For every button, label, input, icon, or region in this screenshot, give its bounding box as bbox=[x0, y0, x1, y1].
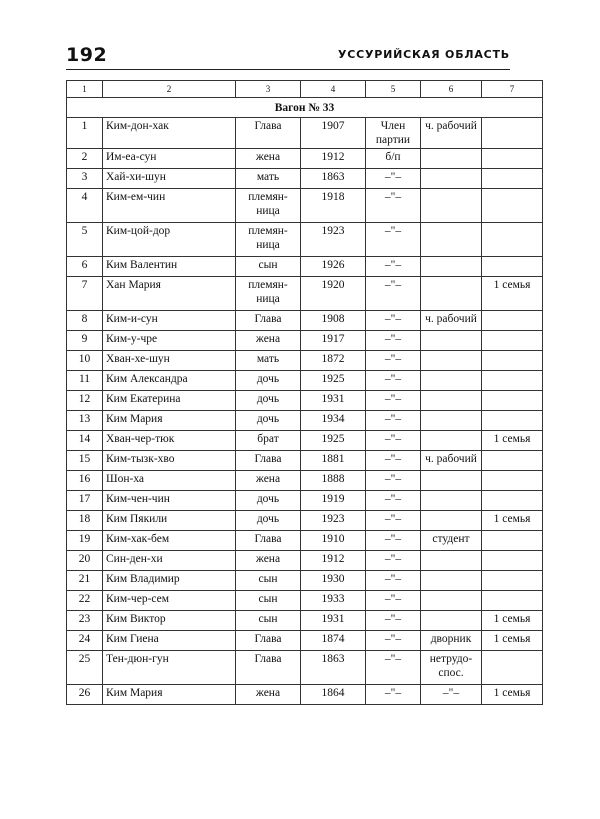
row-number-cell: 8 bbox=[67, 311, 103, 331]
occupation-cell: –"– bbox=[421, 685, 482, 705]
person-name-cell: Ким-хак-бем bbox=[103, 531, 236, 551]
birth-year-cell: 1930 bbox=[301, 571, 366, 591]
relation-cell: Глава bbox=[236, 311, 301, 331]
birth-year-cell: 1923 bbox=[301, 511, 366, 531]
table-row bbox=[67, 511, 543, 531]
table-row bbox=[67, 471, 543, 491]
note-cell: 1 семья bbox=[482, 631, 543, 651]
relation-cell: сын bbox=[236, 571, 301, 591]
note-cell bbox=[482, 331, 543, 351]
row-number-cell: 6 bbox=[67, 257, 103, 277]
occupation-cell bbox=[421, 351, 482, 371]
row-number-cell: 20 bbox=[67, 551, 103, 571]
birth-year-cell: 1925 bbox=[301, 371, 366, 391]
row-number-cell: 26 bbox=[67, 685, 103, 705]
table-row bbox=[67, 551, 543, 571]
person-name-cell: Ким Валентин bbox=[103, 257, 236, 277]
table-row bbox=[67, 391, 543, 411]
occupation-cell bbox=[421, 591, 482, 611]
person-name-cell: Ким Мария bbox=[103, 685, 236, 705]
row-number-cell: 5 bbox=[67, 223, 103, 257]
table-row bbox=[67, 531, 543, 551]
row-number-cell: 19 bbox=[67, 531, 103, 551]
person-name-cell: Ким Екатерина bbox=[103, 391, 236, 411]
party-status-cell: –"– bbox=[366, 331, 421, 351]
birth-year-cell: 1910 bbox=[301, 531, 366, 551]
table-row bbox=[67, 651, 543, 685]
row-number-cell: 15 bbox=[67, 451, 103, 471]
table-row bbox=[67, 491, 543, 511]
relation-cell: жена bbox=[236, 685, 301, 705]
row-number-cell: 1 bbox=[67, 118, 103, 149]
table-row bbox=[67, 169, 543, 189]
relation-cell: племян-ница bbox=[236, 277, 301, 311]
occupation-cell bbox=[421, 189, 482, 223]
note-cell bbox=[482, 149, 543, 169]
row-number-cell: 17 bbox=[67, 491, 103, 511]
column-header: 2 bbox=[103, 81, 236, 98]
relation-cell: Глава bbox=[236, 118, 301, 149]
birth-year-cell: 1931 bbox=[301, 611, 366, 631]
occupation-cell bbox=[421, 431, 482, 451]
person-name-cell: Им-еа-сун bbox=[103, 149, 236, 169]
row-number-cell: 25 bbox=[67, 651, 103, 685]
column-header: 1 bbox=[67, 81, 103, 98]
occupation-cell: ч. рабочий bbox=[421, 451, 482, 471]
note-cell: 1 семья bbox=[482, 611, 543, 631]
row-number-cell: 13 bbox=[67, 411, 103, 431]
row-number-cell: 22 bbox=[67, 591, 103, 611]
column-header: 5 bbox=[366, 81, 421, 98]
row-number-cell: 14 bbox=[67, 431, 103, 451]
note-cell bbox=[482, 531, 543, 551]
person-name-cell: Ким-чер-сем bbox=[103, 591, 236, 611]
row-number-cell: 2 bbox=[67, 149, 103, 169]
row-number-cell: 12 bbox=[67, 391, 103, 411]
birth-year-cell: 1864 bbox=[301, 685, 366, 705]
table-row bbox=[67, 277, 543, 311]
note-cell bbox=[482, 451, 543, 471]
note-cell bbox=[482, 371, 543, 391]
person-name-cell: Син-ден-хи bbox=[103, 551, 236, 571]
row-number-cell: 18 bbox=[67, 511, 103, 531]
note-cell bbox=[482, 551, 543, 571]
table-row bbox=[67, 591, 543, 611]
relation-cell: сын bbox=[236, 591, 301, 611]
column-header: 3 bbox=[236, 81, 301, 98]
person-name-cell: Хан Мария bbox=[103, 277, 236, 311]
relation-cell: Глава bbox=[236, 651, 301, 685]
relation-cell: жена bbox=[236, 471, 301, 491]
table-row bbox=[67, 451, 543, 471]
person-name-cell: Ким Гиена bbox=[103, 631, 236, 651]
occupation-cell: нетрудо-спос. bbox=[421, 651, 482, 685]
page-number: 192 bbox=[66, 44, 108, 66]
occupation-cell: студент bbox=[421, 531, 482, 551]
note-cell bbox=[482, 411, 543, 431]
note-cell bbox=[482, 223, 543, 257]
person-name-cell: Ким-и-сун bbox=[103, 311, 236, 331]
occupation-cell bbox=[421, 149, 482, 169]
page-header bbox=[66, 44, 510, 66]
occupation-cell bbox=[421, 511, 482, 531]
party-status-cell: –"– bbox=[366, 651, 421, 685]
running-title: УССУРИЙСКАЯ ОБЛАСТЬ bbox=[337, 48, 510, 61]
note-cell bbox=[482, 351, 543, 371]
row-number-cell: 4 bbox=[67, 189, 103, 223]
row-number-cell: 16 bbox=[67, 471, 103, 491]
table-row bbox=[67, 411, 543, 431]
row-number-cell: 7 bbox=[67, 277, 103, 311]
row-number-cell: 3 bbox=[67, 169, 103, 189]
person-name-cell: Ким Виктор bbox=[103, 611, 236, 631]
party-status-cell: –"– bbox=[366, 223, 421, 257]
note-cell bbox=[482, 118, 543, 149]
table-row bbox=[67, 611, 543, 631]
relation-cell: дочь bbox=[236, 411, 301, 431]
person-name-cell: Ким Владимир bbox=[103, 571, 236, 591]
party-status-cell: –"– bbox=[366, 351, 421, 371]
occupation-cell bbox=[421, 571, 482, 591]
person-name-cell: Хван-хе-шун bbox=[103, 351, 236, 371]
column-header: 6 bbox=[421, 81, 482, 98]
birth-year-cell: 1926 bbox=[301, 257, 366, 277]
table-row bbox=[67, 571, 543, 591]
occupation-cell: ч. рабочий bbox=[421, 118, 482, 149]
occupation-cell bbox=[421, 411, 482, 431]
section-title-row bbox=[67, 98, 543, 118]
person-name-cell: Тен-дюн-гун bbox=[103, 651, 236, 685]
party-status-cell: –"– bbox=[366, 491, 421, 511]
occupation-cell bbox=[421, 257, 482, 277]
party-status-cell: –"– bbox=[366, 611, 421, 631]
note-cell bbox=[482, 471, 543, 491]
table-row bbox=[67, 257, 543, 277]
occupation-cell bbox=[421, 611, 482, 631]
person-name-cell: Хай-хи-шун bbox=[103, 169, 236, 189]
note-cell: 1 семья bbox=[482, 431, 543, 451]
table-row bbox=[67, 223, 543, 257]
birth-year-cell: 1918 bbox=[301, 189, 366, 223]
row-number-cell: 23 bbox=[67, 611, 103, 631]
occupation-cell bbox=[421, 551, 482, 571]
relation-cell: Глава bbox=[236, 631, 301, 651]
note-cell bbox=[482, 169, 543, 189]
note-cell bbox=[482, 257, 543, 277]
note-cell bbox=[482, 391, 543, 411]
party-status-cell: –"– bbox=[366, 571, 421, 591]
occupation-cell: ч. рабочий bbox=[421, 311, 482, 331]
person-name-cell: Шон-ха bbox=[103, 471, 236, 491]
party-status-cell: –"– bbox=[366, 371, 421, 391]
table-row bbox=[67, 685, 543, 705]
relation-cell: мать bbox=[236, 169, 301, 189]
birth-year-cell: 1917 bbox=[301, 331, 366, 351]
party-status-cell: б/п bbox=[366, 149, 421, 169]
birth-year-cell: 1863 bbox=[301, 169, 366, 189]
table-row bbox=[67, 371, 543, 391]
party-status-cell: –"– bbox=[366, 631, 421, 651]
row-number-cell: 21 bbox=[67, 571, 103, 591]
note-cell: 1 семья bbox=[482, 685, 543, 705]
occupation-cell bbox=[421, 391, 482, 411]
party-status-cell: –"– bbox=[366, 511, 421, 531]
table-row bbox=[67, 351, 543, 371]
party-status-cell: –"– bbox=[366, 431, 421, 451]
occupation-cell bbox=[421, 223, 482, 257]
note-cell: 1 семья bbox=[482, 511, 543, 531]
party-status-cell: Член партии bbox=[366, 118, 421, 149]
row-number-cell: 9 bbox=[67, 331, 103, 351]
party-status-cell: –"– bbox=[366, 471, 421, 491]
party-status-cell: –"– bbox=[366, 311, 421, 331]
relation-cell: дочь bbox=[236, 491, 301, 511]
occupation-cell bbox=[421, 471, 482, 491]
relation-cell: мать bbox=[236, 351, 301, 371]
row-number-cell: 24 bbox=[67, 631, 103, 651]
party-status-cell: –"– bbox=[366, 451, 421, 471]
birth-year-cell: 1908 bbox=[301, 311, 366, 331]
birth-year-cell: 1912 bbox=[301, 149, 366, 169]
birth-year-cell: 1881 bbox=[301, 451, 366, 471]
relation-cell: жена bbox=[236, 149, 301, 169]
relation-cell: дочь bbox=[236, 391, 301, 411]
birth-year-cell: 1872 bbox=[301, 351, 366, 371]
occupation-cell bbox=[421, 491, 482, 511]
relation-cell: племян-ница bbox=[236, 223, 301, 257]
note-cell: 1 семья bbox=[482, 277, 543, 311]
note-cell bbox=[482, 591, 543, 611]
column-number-row bbox=[67, 81, 543, 98]
birth-year-cell: 1920 bbox=[301, 277, 366, 311]
occupation-cell bbox=[421, 371, 482, 391]
occupation-cell bbox=[421, 277, 482, 311]
table-row bbox=[67, 331, 543, 351]
table-row bbox=[67, 631, 543, 651]
birth-year-cell: 1933 bbox=[301, 591, 366, 611]
note-cell bbox=[482, 189, 543, 223]
birth-year-cell: 1863 bbox=[301, 651, 366, 685]
note-cell bbox=[482, 651, 543, 685]
party-status-cell: –"– bbox=[366, 591, 421, 611]
person-name-cell: Ким Александра bbox=[103, 371, 236, 391]
party-status-cell: –"– bbox=[366, 277, 421, 311]
relation-cell: жена bbox=[236, 551, 301, 571]
occupation-cell bbox=[421, 331, 482, 351]
party-status-cell: –"– bbox=[366, 531, 421, 551]
party-status-cell: –"– bbox=[366, 391, 421, 411]
birth-year-cell: 1934 bbox=[301, 411, 366, 431]
census-table-body bbox=[67, 98, 543, 705]
note-cell bbox=[482, 311, 543, 331]
table-row bbox=[67, 118, 543, 149]
birth-year-cell: 1874 bbox=[301, 631, 366, 651]
wagon-title: Вагон № 33 bbox=[67, 98, 543, 118]
table-row bbox=[67, 311, 543, 331]
occupation-cell: дворник bbox=[421, 631, 482, 651]
party-status-cell: –"– bbox=[366, 411, 421, 431]
party-status-cell: –"– bbox=[366, 169, 421, 189]
relation-cell: дочь bbox=[236, 511, 301, 531]
relation-cell: брат bbox=[236, 431, 301, 451]
table-row bbox=[67, 149, 543, 169]
person-name-cell: Ким-чен-чин bbox=[103, 491, 236, 511]
column-header: 4 bbox=[301, 81, 366, 98]
note-cell bbox=[482, 491, 543, 511]
census-table bbox=[66, 80, 543, 705]
birth-year-cell: 1919 bbox=[301, 491, 366, 511]
party-status-cell: –"– bbox=[366, 551, 421, 571]
relation-cell: дочь bbox=[236, 371, 301, 391]
person-name-cell: Ким-у-чре bbox=[103, 331, 236, 351]
relation-cell: Глава bbox=[236, 531, 301, 551]
party-status-cell: –"– bbox=[366, 685, 421, 705]
person-name-cell: Ким-цой-дор bbox=[103, 223, 236, 257]
header-divider bbox=[66, 69, 510, 70]
birth-year-cell: 1888 bbox=[301, 471, 366, 491]
party-status-cell: –"– bbox=[366, 189, 421, 223]
column-header: 7 bbox=[482, 81, 543, 98]
birth-year-cell: 1912 bbox=[301, 551, 366, 571]
relation-cell: племян-ница bbox=[236, 189, 301, 223]
table-row bbox=[67, 189, 543, 223]
table-row bbox=[67, 431, 543, 451]
relation-cell: сын bbox=[236, 611, 301, 631]
party-status-cell: –"– bbox=[366, 257, 421, 277]
person-name-cell: Ким-дон-хак bbox=[103, 118, 236, 149]
birth-year-cell: 1907 bbox=[301, 118, 366, 149]
row-number-cell: 10 bbox=[67, 351, 103, 371]
birth-year-cell: 1925 bbox=[301, 431, 366, 451]
person-name-cell: Ким-тызк-хво bbox=[103, 451, 236, 471]
row-number-cell: 11 bbox=[67, 371, 103, 391]
relation-cell: сын bbox=[236, 257, 301, 277]
person-name-cell: Ким Пякили bbox=[103, 511, 236, 531]
birth-year-cell: 1931 bbox=[301, 391, 366, 411]
note-cell bbox=[482, 571, 543, 591]
person-name-cell: Ким Мария bbox=[103, 411, 236, 431]
occupation-cell bbox=[421, 169, 482, 189]
person-name-cell: Хван-чер-тюк bbox=[103, 431, 236, 451]
relation-cell: Глава bbox=[236, 451, 301, 471]
relation-cell: жена bbox=[236, 331, 301, 351]
person-name-cell: Ким-ем-чин bbox=[103, 189, 236, 223]
birth-year-cell: 1923 bbox=[301, 223, 366, 257]
